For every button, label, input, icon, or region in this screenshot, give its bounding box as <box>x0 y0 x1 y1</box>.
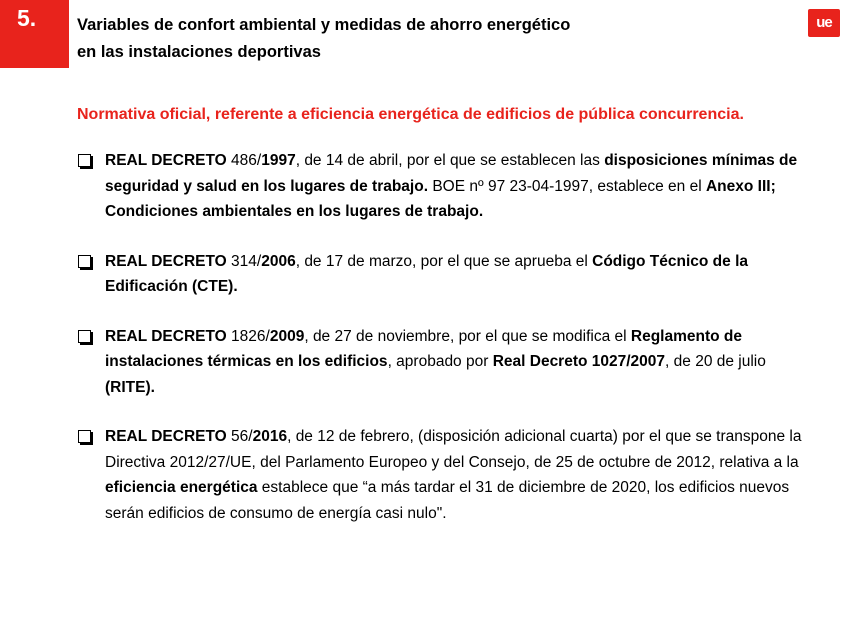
ue-logo: ue <box>808 9 840 37</box>
decree-item-2016 <box>78 424 818 526</box>
decree-text: establece que “a más tardar el 31 de diciembre de 2020, los edificios nuevos serán edificios de consumo de energía casi nulo". <box>105 479 790 522</box>
decree-label: REAL DECRETO <box>105 327 227 345</box>
checkbox-bullet-icon <box>78 330 91 343</box>
section-number-box <box>0 0 69 68</box>
decree-highlight: Anexo III; Condiciones ambientales en los lugares de trabajo. <box>105 177 776 220</box>
decree-number: 486/ <box>226 152 262 169</box>
decree-text: , de 17 de marzo, por el que se aprueba el <box>295 252 593 270</box>
decree-label: REAL DECRETO <box>105 152 227 169</box>
decree-text: , de 20 de julio <box>665 353 766 370</box>
slide-title-line-1: Variables de confort ambiental y medidas de ahorro energético <box>77 16 571 34</box>
decree-item-2006 <box>78 249 818 300</box>
decree-item-2009 <box>78 324 818 401</box>
decree-list <box>78 148 818 550</box>
slide-title <box>77 12 717 66</box>
decree-number: 56/ <box>226 428 253 445</box>
decree-highlight: Real Decreto 1027/2007 <box>492 353 666 370</box>
decree-year: 2016 <box>252 428 288 445</box>
decree-highlight: Reglamento de instalaciones térmicas en los edificios <box>105 327 742 370</box>
decree-item-1997 <box>78 148 818 225</box>
decree-highlight: disposiciones mínimas de seguridad y salud en los lugares de trabajo. <box>105 152 798 195</box>
decree-text: BOE nº 97 23-04-1997, establece en el <box>428 177 706 195</box>
decree-text: , aprobado por <box>387 353 493 370</box>
checkbox-bullet-icon <box>78 154 91 167</box>
slide-title-line-2: en las instalaciones deportivas <box>77 43 321 61</box>
decree-year: 2006 <box>261 252 296 270</box>
subtitle: Normativa oficial, referente a eficiencia energética de edificios de pública concurrencia. <box>77 106 744 123</box>
decree-label: REAL DECRETO <box>105 252 227 270</box>
decree-number: 314/ <box>226 252 262 270</box>
decree-label: REAL DECRETO <box>105 428 227 445</box>
decree-text: , de 12 de febrero, (disposición adicional cuarta) por el que se transpone la Directiva 2012/27/UE, del Parlamento Europeo y del Consejo, de 25 de octubre de 2012, relativa a la <box>105 428 802 471</box>
checkbox-bullet-icon <box>78 430 91 443</box>
decree-year: 1997 <box>261 152 296 169</box>
section-number: 5. <box>17 5 37 31</box>
decree-highlight: eficiencia energética <box>105 479 258 496</box>
decree-text: , de 27 de noviembre, por el que se modifica el <box>304 327 631 345</box>
decree-highlight: (RITE). <box>105 378 155 396</box>
checkbox-bullet-icon <box>78 255 91 268</box>
decree-number: 1826/ <box>226 327 270 345</box>
decree-year: 2009 <box>269 327 305 345</box>
decree-text: , de 14 de abril, por el que se establecen las <box>295 152 605 169</box>
decree-highlight: Código Técnico de la Edificación (CTE). <box>105 252 749 295</box>
